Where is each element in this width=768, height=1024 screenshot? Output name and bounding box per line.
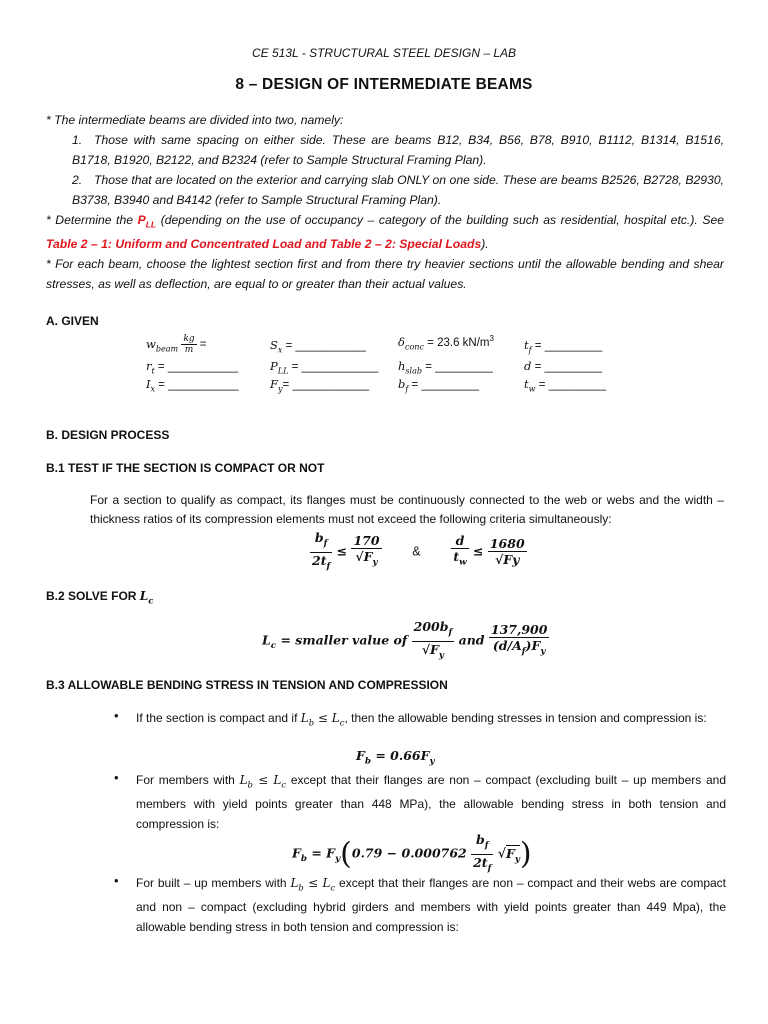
given-bf: $b_f$ = _________: [398, 377, 480, 394]
given-value: = ___________: [155, 379, 239, 391]
table-reference: Table 2 – 1: Uniform and Concentrated Load and Table 2 – 2: Special Loads: [46, 237, 482, 252]
bullet-icon: •: [114, 708, 119, 723]
b1-paragraph: For a section to qualify as compact, its flanges must be continuously connected to the web or webs and the width – thickness ratios of its compression elements must not exceed the following criteria simultaneously:: [90, 493, 724, 526]
list-number: 2.: [72, 173, 83, 187]
given-value: = _________: [531, 340, 603, 352]
text-span: , then the allowable bending stresses in tension and compression is:: [344, 711, 707, 725]
given-value: =: [196, 338, 207, 351]
given-value: = _________: [531, 361, 603, 373]
beam-type-list: [46, 130, 724, 210]
eq-number: − 0.000762: [382, 845, 467, 861]
bullet-icon: •: [114, 770, 119, 785]
given-value: = _________: [422, 361, 493, 373]
eq-number: 1680: [489, 536, 525, 551]
intro-section: [46, 110, 724, 294]
bullet-text: For built – up members with $L_b \le L_c$ except that their flanges are non – compact and their webs are compact and non – compact (excluding hybrid girders and members with yield points greater than 449 Mpa), the allowable bending stress in both tension and compression is:: [136, 876, 727, 935]
eq-text: and: [458, 632, 489, 648]
fb-equation-1: $F_b = 0.66F_y$: [356, 748, 435, 767]
given-value-sup: 3: [489, 334, 494, 343]
pll-sub: LL: [145, 219, 157, 230]
text-span: except that their flanges are non – compact and their webs are compact and non – compact (excluding hybrid girders and members with yield points greater than 449 Mpa), the allowable bending stress in both tension and compression is:: [136, 876, 727, 935]
given-rt: $r_t$ = ___________: [146, 359, 239, 376]
eq-number: 137,900: [490, 622, 548, 638]
bullet-text: If the section is compact and if $L_b \le L_c$, then the allowable bending stresses in tension and compression is:: [136, 711, 707, 728]
compact-criteria-equation: $\frac{b_f}{2t_f}$ ≤ $\frac{170}{√F_y}$ & $\frac{d}{t_w}$ ≤ $\frac{1680}{√Fy}$: [312, 530, 525, 571]
bullet-icon: •: [114, 873, 119, 888]
given-sx: $S_x$ = ___________: [270, 338, 366, 355]
given-tw: $t_w$ = _________: [524, 377, 607, 394]
given-value: = 23.6 kN/m: [423, 336, 490, 349]
choose-section-note: * For each beam, choose the lightest section first and from there try heavier sections until the allowable bending and shear stresses, as well as deflection, are equal to or greater than their actual values.: [46, 257, 724, 292]
given-delta-conc: $\delta_{conc} = 23.6$ $kN/m^3$: [398, 334, 494, 352]
eq-number: 200: [413, 619, 440, 634]
list-item: [68, 130, 724, 170]
given-value: = ____________: [282, 379, 370, 391]
text-span: For built – up members with: [136, 876, 291, 890]
text-span: * Determine the: [46, 213, 138, 227]
given-value: = ___________: [282, 340, 366, 352]
given-value: = ____________: [288, 361, 379, 373]
given-tf: $t_f$ = _________: [524, 338, 603, 355]
given-fy: $F_y=$ ____________: [270, 377, 370, 394]
page-header: CE 513L - STRUCTURAL STEEL DESIGN – LAB: [251, 46, 517, 60]
bullet-text: For members with $L_b \le L_c$ except that their flanges are non – compact (excluding built – up members and members with yield points greater than 448 MPa), the allowable bending stress in both tension and compression is:: [136, 773, 726, 832]
fb-equation-2: $F_b = F_y(0.79 - 0.000762$ $\frac{b_f}{2t_f}$ $√F_y$): [292, 832, 532, 873]
list-text: Those that are located on the exterior and carrying slab ONLY on one side. These are beams B2526, B2728, B2930, B3738, B3940 and B4142 (refer to Sample Structural Framing Plan).: [72, 173, 724, 207]
given-hslab: $h_{slab}$ = _________: [398, 359, 493, 376]
given-value: = _________: [535, 379, 607, 391]
text-span: For members with: [136, 773, 240, 787]
section-b-heading: B. DESIGN PROCESS: [46, 428, 170, 442]
eq-text: = 0.66: [371, 748, 421, 763]
section-b2-heading: B.2 SOLVE FOR $L_c$: [46, 589, 154, 606]
section-a-heading: A. GIVEN: [46, 314, 99, 328]
pll-main: P: [137, 213, 146, 227]
section-b1-heading: B.1 TEST IF THE SECTION IS COMPACT OR NOT: [46, 461, 325, 475]
eq-number: 0.79: [351, 845, 383, 861]
heading-text: B.2 SOLVE FOR: [46, 589, 140, 603]
section-b3-heading: B.3 ALLOWABLE BENDING STRESS IN TENSION AND COMPRESSION: [46, 678, 448, 692]
eq-number: 170: [353, 533, 380, 549]
text-span: ).: [481, 237, 489, 252]
lc-equation: $L_c$ = smaller value of $\frac{200b_f}{√F_y}$ and $\frac{137,900}{(d/A_f)F_y}$: [262, 619, 548, 660]
intro-line: * The intermediate beams are divided into two, namely:: [46, 113, 344, 127]
text-span: If the section is compact and if: [136, 711, 301, 725]
given-d: d = _________: [524, 359, 603, 373]
list-text: Those with same spacing on either side. These are beams B12, B34, B56, B78, B910, B1112, B1314, B1516, B1718, B1920, B2122, and B2324 (refer to Sample Structural Framing Plan).: [72, 133, 724, 167]
page-title: 8 – DESIGN OF INTERMEDIATE BEAMS: [235, 76, 533, 93]
text-span: (depending on the use of occupancy – category of the building such as residential, hospital etc.). See: [156, 213, 725, 227]
eq-text: = smaller value of: [276, 632, 412, 648]
pll-symbol: [137, 213, 157, 230]
text-span: except that their flanges are non – compact (excluding built – up members and members with yield points greater than 448 MPa), the allowable bending stress in both tension and compression is:: [136, 773, 726, 832]
list-item: [68, 170, 724, 210]
given-value: = _________: [408, 379, 480, 391]
given-ix: $I_x$ = ___________: [146, 377, 239, 394]
given-pll: $P_{LL}$ = ____________: [270, 359, 379, 376]
given-value: = ___________: [154, 361, 239, 373]
determine-pll: [46, 210, 724, 254]
given-wbeam: $w_{beam}$ $\frac{kg}{m}$ =: [146, 334, 207, 355]
eq-ampersand: &: [412, 544, 421, 559]
list-number: 1.: [72, 133, 83, 147]
